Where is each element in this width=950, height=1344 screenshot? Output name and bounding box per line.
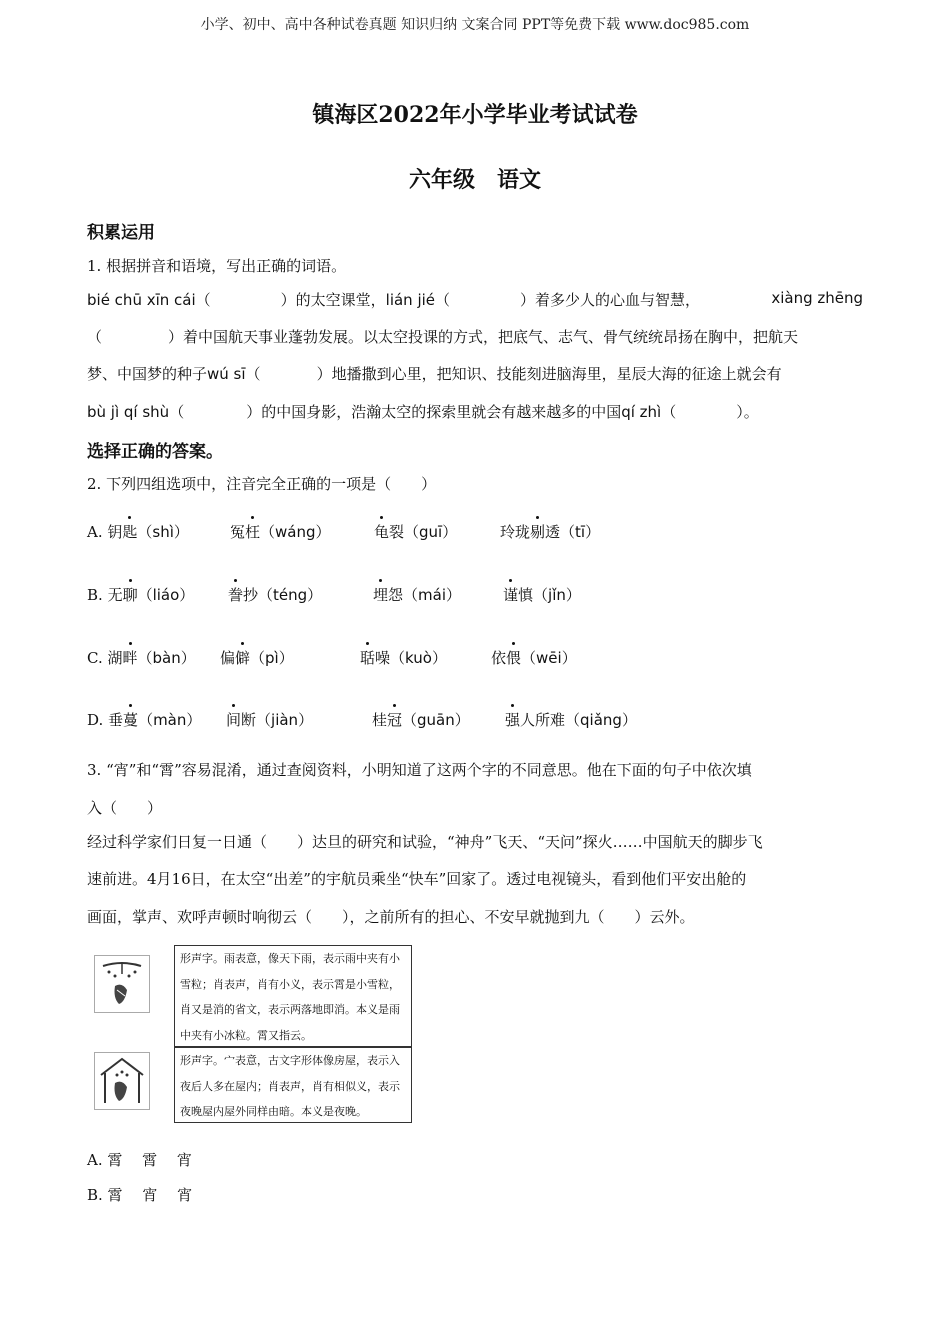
pinyin: （màn） bbox=[138, 711, 202, 729]
word: 人所难 bbox=[520, 711, 566, 729]
q2-a-item-2 bbox=[230, 521, 331, 542]
section-heading-choose: 选择正确的答案。 bbox=[87, 442, 223, 462]
page-header-banner: 小学、初中、高中各种试卷真题 知识归纳 文案合同 PPT等免费下载 www.doc985.com bbox=[200, 17, 750, 33]
pinyin-qi-zhi: qí zhì bbox=[621, 403, 662, 421]
xiao-night-glyph-image bbox=[94, 1052, 150, 1110]
option-label: B. bbox=[87, 586, 108, 604]
q1-line-1 bbox=[87, 289, 863, 310]
word: 抄 bbox=[243, 586, 259, 604]
text: ）的中国身影，浩瀚太空的探索里就会有越来越多的中国 bbox=[246, 403, 622, 421]
text: ）。 bbox=[736, 403, 759, 421]
definition-text: 形声字。雨表意，像天下雨，表示雨中夹有小雪粒；肖表声，肖有小义，表示霄是小雪粒，肖又是消的省文，表示两落地即消。本义是雨中夹有小冰粒。霄又指云。 bbox=[180, 952, 400, 1042]
pinyin: （qiǎng） bbox=[565, 711, 637, 729]
dotted-char: 冠 bbox=[387, 711, 403, 729]
definition-text: 形声字。宀表意，古文字形体像房屋，表示入夜后人多在屋内；肖表声，肖有相似义，表示夜晚屋内屋外同样由暗。本义是夜晚。 bbox=[180, 1054, 400, 1118]
q2-c-item-3 bbox=[360, 647, 447, 668]
q2-a-item-4 bbox=[500, 521, 600, 542]
text: 梦、中国梦的种子 bbox=[87, 365, 208, 383]
dotted-char: 强 bbox=[505, 711, 521, 729]
dotted-char: 谨 bbox=[503, 586, 519, 604]
q3-stem-line-2: 入（ ） bbox=[87, 799, 163, 817]
pinyin-xiang-zheng: xiàng zhēng bbox=[771, 289, 863, 307]
option-label: D. bbox=[87, 711, 109, 729]
pinyin: （shì） bbox=[137, 523, 189, 541]
q3-passage-line-2: 速前进。4月16日，在太空“出差”的宇航员乘坐“快车”回家了。透过电视镜头，看到他们平安出舱的 bbox=[87, 870, 747, 888]
bracket: （ bbox=[245, 365, 261, 383]
q3-option-b[interactable]: B. 霄 宵 宵 bbox=[87, 1186, 193, 1204]
text: ）的太空课堂， bbox=[280, 291, 386, 309]
word: 慎 bbox=[518, 586, 534, 604]
dotted-char: 间 bbox=[226, 711, 242, 729]
pinyin: （guān） bbox=[402, 711, 470, 729]
pinyin-lian-jie: lián jié bbox=[385, 291, 436, 309]
dotted-char: 埋 bbox=[373, 586, 389, 604]
q2-b-item-2 bbox=[228, 584, 322, 605]
word: 裂 bbox=[389, 523, 405, 541]
q3-passage-line-3: 画面，掌声、欢呼声顿时响彻云（ ），之前所有的担心、不安早就抛到九（ ）云外。 bbox=[87, 908, 695, 926]
ancient-xiao-rain-icon bbox=[95, 956, 149, 1012]
option-label: A. bbox=[87, 523, 108, 541]
q2-stem: 2. 下列四组选项中，注音完全正确的一项是（ ） bbox=[87, 475, 437, 493]
pinyin: （pì） bbox=[250, 649, 294, 667]
exam-title: 镇海区2022年小学毕业考试试卷 bbox=[312, 102, 638, 128]
word: 无 bbox=[107, 586, 123, 604]
pinyin: （liáo） bbox=[137, 586, 195, 604]
q3-passage-line-1: 经过科学家们日复一日通（ ）达旦的研究和试验，“神舟”飞天、“天问”探火……中国航天的脚步飞 bbox=[87, 833, 763, 851]
bracket: （ bbox=[169, 403, 185, 421]
word: 玲珑 bbox=[500, 523, 531, 541]
bracket: （ bbox=[435, 291, 451, 309]
text: ）地播撒到心里，把知识、技能刻进脑海里，星辰大海的征途上就会有 bbox=[316, 365, 782, 383]
q2-option-d[interactable] bbox=[87, 709, 201, 730]
pinyin: （bàn） bbox=[137, 649, 196, 667]
bracket: （ bbox=[87, 328, 103, 346]
q2-c-item-2 bbox=[220, 647, 294, 668]
exam-subtitle: 六年级 语文 bbox=[408, 167, 541, 193]
pinyin: （guī） bbox=[404, 523, 458, 541]
q2-option-c[interactable] bbox=[87, 647, 196, 668]
word: 垂 bbox=[108, 711, 124, 729]
q2-a-item-3 bbox=[374, 521, 457, 542]
q1-line-2 bbox=[87, 326, 863, 347]
q1-line-3 bbox=[87, 363, 863, 384]
text: ）着多少人的心血与智慧， bbox=[520, 291, 701, 309]
dotted-char: 畔 bbox=[122, 649, 138, 667]
word: 湖 bbox=[107, 649, 123, 667]
option-label: C. bbox=[87, 649, 108, 667]
q2-option-b[interactable] bbox=[87, 584, 194, 605]
dotted-char: 偎 bbox=[506, 649, 522, 667]
section-heading-accumulation: 积累运用 bbox=[87, 223, 155, 243]
ancient-xiao-house-icon bbox=[95, 1053, 149, 1109]
text: ）着中国航天事业蓬勃发展。以太空投课的方式，把底气、志气、骨气统统昂扬在胸中，把航天 bbox=[168, 328, 799, 346]
dotted-char: 誊 bbox=[228, 586, 244, 604]
pinyin: （mái） bbox=[403, 586, 462, 604]
dotted-char: 枉 bbox=[245, 523, 261, 541]
q2-b-item-4 bbox=[503, 584, 581, 605]
word: 钥 bbox=[107, 523, 123, 541]
bracket: （ bbox=[661, 403, 677, 421]
dotted-char: 匙 bbox=[122, 523, 138, 541]
pinyin: （wēi） bbox=[521, 649, 577, 667]
word: 桂 bbox=[372, 711, 388, 729]
dotted-char: 龟 bbox=[374, 523, 390, 541]
word: 冤 bbox=[230, 523, 246, 541]
word: 噪 bbox=[375, 649, 391, 667]
q1-stem: 1. 根据拼音和语境，写出正确的词语。 bbox=[87, 257, 347, 275]
q2-d-item-2 bbox=[226, 709, 313, 730]
dotted-char: 蔓 bbox=[123, 711, 139, 729]
word: 偏 bbox=[220, 649, 236, 667]
pinyin: （kuò） bbox=[390, 649, 447, 667]
q2-d-item-4 bbox=[505, 709, 637, 730]
pinyin: （wáng） bbox=[260, 523, 331, 541]
word: 断 bbox=[241, 711, 257, 729]
xiao-rain-glyph-image bbox=[94, 955, 150, 1013]
pinyin-bu-ji-qi-shu: bù jì qí shù bbox=[87, 403, 170, 421]
q2-d-item-3 bbox=[372, 709, 470, 730]
dotted-char: 剔 bbox=[530, 523, 546, 541]
word: 透 bbox=[545, 523, 561, 541]
definition-box-xiao-cloud bbox=[174, 945, 412, 1047]
word: 怨 bbox=[388, 586, 404, 604]
definition-box-xiao-night bbox=[174, 1047, 412, 1123]
pinyin: （téng） bbox=[258, 586, 323, 604]
pinyin-wu-si: wú sī bbox=[207, 365, 246, 383]
q2-option-a[interactable] bbox=[87, 521, 189, 542]
q1-line-4 bbox=[87, 401, 759, 422]
q2-c-item-4 bbox=[491, 647, 577, 668]
q3-option-a[interactable]: A. 霄 霄 宵 bbox=[87, 1151, 192, 1169]
dotted-char: 僻 bbox=[235, 649, 251, 667]
dotted-char: 聊 bbox=[122, 586, 138, 604]
pinyin: （tī） bbox=[560, 523, 601, 541]
word: 依 bbox=[491, 649, 507, 667]
pinyin-bie-chu-xin-cai: bié chū xīn cái（ bbox=[87, 291, 211, 309]
q2-b-item-3 bbox=[373, 584, 461, 605]
q3-stem-line-1: 3. “宵”和“霄”容易混淆，通过查阅资料，小明知道了这两个字的不同意思。他在下面的句子中依次填 bbox=[87, 761, 752, 779]
dotted-char: 聒 bbox=[360, 649, 376, 667]
pinyin: （jǐn） bbox=[533, 586, 581, 604]
pinyin: （jiàn） bbox=[256, 711, 314, 729]
